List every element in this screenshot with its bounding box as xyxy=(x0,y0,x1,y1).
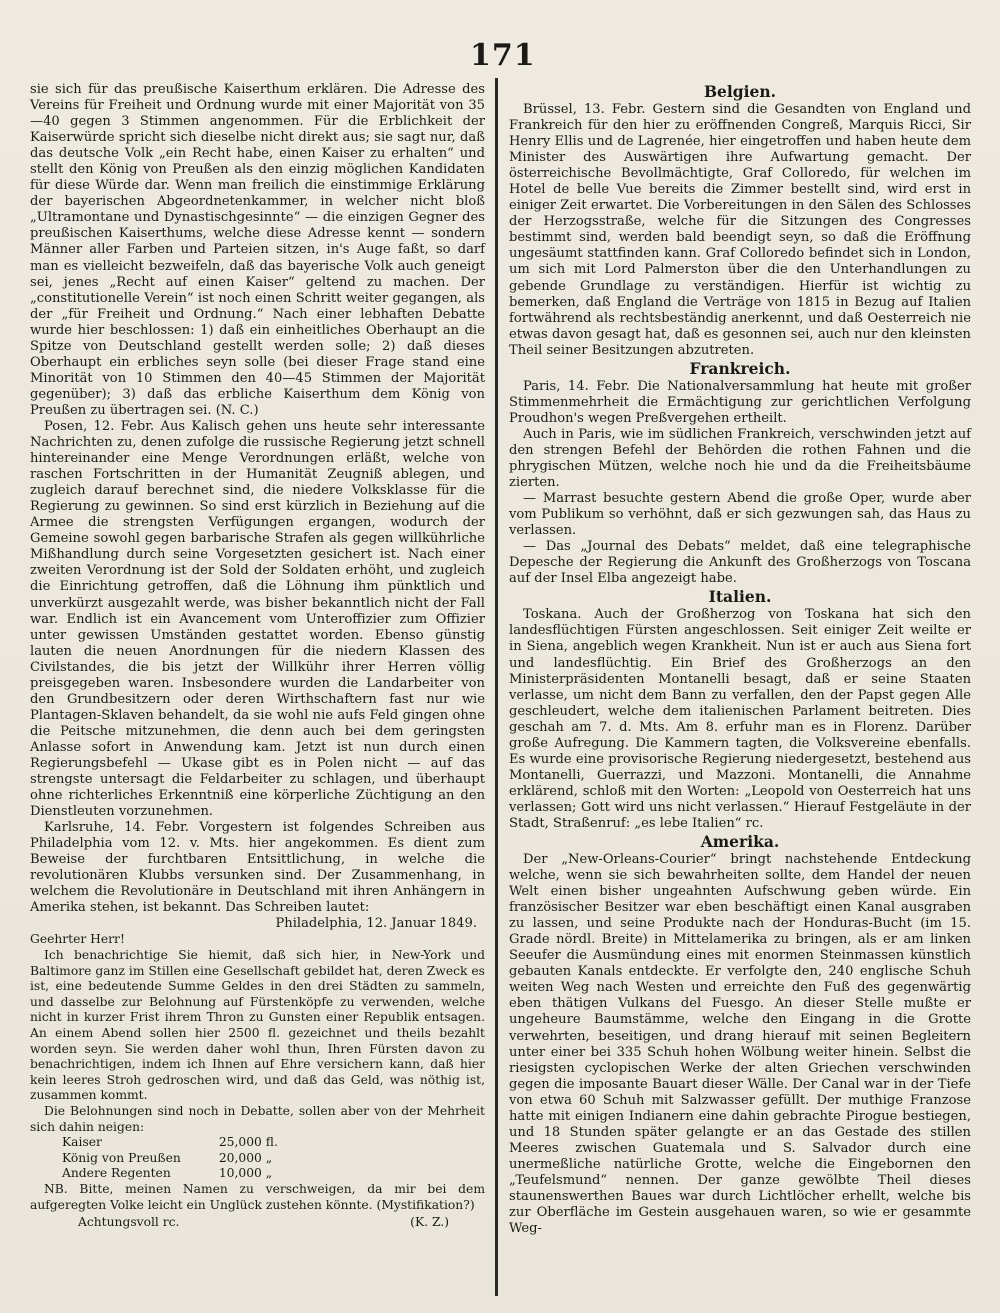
letter-closing: Achtungsvoll rc. xyxy=(78,1215,180,1230)
article-continued-paragraph: sie sich für das preußische Kaiserthum erklären. Die Adresse des Vereins für Freiheit und Ordnung wurde mit einer Majorität von 35—40 gegen 3 Stimmen angenommen. Für die Erblichkeit der Kaiserwürde spricht sich dieselbe nicht direkt aus; sie sagt nur, daß das deutsche Volk „ein Recht habe, einen Kaiser zu erhalten“ und stellt den König von Preußen als den einzig möglichen Kandidaten für diese Würde dar. Wenn man freilich die einstimmige Erklärung der bayerischen Abgeordnetenkammer, in welcher nicht bloß „Ultramontane und Dynastischgesinnte“ — die einzigen Gegner des preußischen Kaiserthums, welche diese Adresse kennt — sondern Männer aller Farben und Parteien sitzen, in's Auge faßt, so darf man es vielleicht bezweifeln, daß das bayerische Volk auch geneigt sei, jenes „Recht auf einen Kaiser“ geltend zu machen. Der „constitutionelle Verein“ ist noch einen Schritt weiter gegangen, als der „für Freiheit und Ordnung.“ Nach einer lebhaften Debatte wurde hier beschlossen: 1) daß ein einheitliches Oberhaupt an die Spitze von Deutschland gestellt werden solle; 2) daß dieses Oberhaupt ein erbliches seyn solle (bei dieser Frage stand eine Minorität von 10 Stimmen den 40—45 Stimmen der Majorität gegenüber); 3) daß das erbliche Kaiserthum dem König von Preußen zu übertragen sei. (N. C.) xyxy=(30,82,485,418)
right-column xyxy=(509,82,971,1237)
letter-postscript: NB. Bitte, meinen Namen zu verschweigen, da mir bei dem aufgeregten Volke leicht ein Unglück zustehen könnte. (Mystifikation?) xyxy=(30,1181,485,1212)
article-toskana: Toskana. Auch der Großherzog von Toskana hat sich den landesflüchtigen Fürsten angeschlossen. Seit einiger Zeit weilte er in Siena, angeblich wegen Krankheit. Nun ist er auch aus Siena fort und landesflüchtig. Ein Brief des Großherzogs an den Ministerpräsidenten Montanelli besagt, daß er seine Staaten verlasse, um nicht dem Bann zu verfallen, den der Papst gegen Alle geschleudert, welche dem italienischen Parlament beitreten. Dies geschah am 7. d. Mts. Am 8. erfuhr man es in Florenz. Darüber große Aufregung. Die Kammern tagten, die Volksvereine ebenfalls. Es wurde eine provisorische Regierung niedergesetzt, bestehend aus Montanelli, Guerrazzi, und Mazzoni. Montanelli, die Annahme erklärend, schloß mit den Worten: „Leopold von Oesterreich hat uns verlassen; Gott wird uns nicht verlassen.“ Hierauf Festgeläute in der Stadt, Straßenruf: „es lebe Italien“ rc. xyxy=(509,607,971,831)
reward-amount: 25,000 fl. xyxy=(218,1135,278,1150)
reward-row xyxy=(62,1151,286,1167)
reward-label: Andere Regenten xyxy=(62,1166,171,1181)
reward-row xyxy=(62,1135,286,1151)
letter-dateline: Philadelphia, 12. Januar 1849. xyxy=(275,916,477,932)
section-heading-belgien: Belgien. xyxy=(703,82,777,101)
letter-closing-row xyxy=(30,1213,485,1231)
article-amerika: Der „New-Orleans-Courier“ bringt nachstehende Entdeckung welche, wenn sie sich bewahrheiten sollte, dem Handel der neuen Welt einen bisher ungeahnten Aufschwung geben würde. Ein französischer Besitzer war eben beschäftigt einen Kanal ausgraben zu lassen, und seine Produkte nach der Honduras-Bucht (im 15. Grade nördl. Breite) in Mittelamerika zu bringen, als er am linken Seeufer die Ausmündung eines mit enormen Steinmassen künstlich gebauten Kanals entdeckte. Er verfolgte den, 240 englische Schuh weiten Weg nach Westen und erreichte den Fuß des gegenwärtig eben thätigen Vulkans del Fuesgo. An dieser Stelle mußte er ungeheure Baumstämme, welche den Eingang in die Grotte verwehrten, beseitigen, und drang hierauf mit seinen Begleitern unter einer bei 335 Schuh hohen Wölbung weiter hinein. Selbst die riesigsten cyclopischen Werke der alten Griechen verschwinden gegen die imposante Bauart dieser Wälle. Der Canal war in der Tiefe von etwa 60 Schuh mit Salzwasser gefüllt. Der muthige Franzose hatte mit einigen Indianern eine dahin gebrachte Pirogue bestiegen, und 18 Stunden später gelangte er an das Gestade des stillen Meeres zwischen Guatemala und S. Salvador durch eine unermeßliche natürliche Grotte, welche die Eingebornen den „Teufelsmund“ nennen. Der ganze gewölbte Theil dieses staunenswerthen Baues war durch Lichtlöcher erhellt, welche bis zur Oberfläche im Gestein ausgehauen waren, so wie er gesammte Weg- xyxy=(509,852,971,1237)
letter-paragraph: Ich benachrichtige Sie hiemit, daß sich hier, in New-York und Baltimore ganz im Stillen eine Gesellschaft gebildet hat, deren Zweck es ist, eine bedeutende Summe Geldes in den drei Städten zu sammeln, und dasselbe zur Belohnung auf Fürstenköpfe zu verwenden, welche nicht in kurzer Frist ihrem Thron zu Gunsten einer Republik entsagen. An einem Abend sollen hier 2500 fl. gezeichnet und theils bezahlt worden seyn. Sie werden daher wohl thun, Ihren Fürsten davon zu benachrichtigen, indem ich Ihnen auf Ehre versichern kann, daß hier kein leeres Stroh gedroschen wird, und daß das Geld, was nöthig ist, zusammen kommt. xyxy=(30,948,485,1103)
source-citation: (K. Z.) xyxy=(410,1215,449,1230)
reward-label: König von Preußen xyxy=(62,1150,181,1165)
letter-paragraph: Die Belohnungen sind noch in Debatte, sollen aber von der Mehrheit sich dahin neigen: xyxy=(30,1104,485,1134)
letter-body xyxy=(30,932,485,1230)
left-column xyxy=(30,82,485,1231)
section-heading-italien: Italien. xyxy=(708,587,772,607)
section-heading-amerika: Amerika. xyxy=(700,832,780,852)
reward-amount: 10,000 „ xyxy=(218,1166,273,1181)
article-paragraph: Auch in Paris, wie im südlichen Frankreich, verschwinden jetzt auf den strengen Befehl der Behörden die rothen Fahnen und die phrygischen Mützen, welche noch hie und da die Freiheitsbäume zierten. xyxy=(509,426,971,491)
reward-amount: 20,000 „ xyxy=(218,1150,273,1165)
article-paragraph: — Das „Journal des Debats“ meldet, daß eine telegraphische Depesche der Regierung die Ankunft des Großherzogs von Toscana auf der Insel Elba angezeigt habe. xyxy=(509,539,971,587)
article-posen: Posen, 12. Febr. Aus Kalisch gehen uns heute sehr interessante Nachrichten zu, denen zufolge die russische Regierung jetzt schnell hintereinander eine Menge Verordnungen erläßt, welche von raschen Fortschritten in der Humanität Zeugniß ablegen, und zugleich darauf berechnet sind, die niedere Volksklasse für die Regierung zu gewinnen. So sind erst kürzlich in Beziehung auf die Armee die strengsten Verfügungen ergangen, wodurch der Gemeine sowohl gegen barbarische Strafen als gegen willkührliche Mißhandlung durch seine Vorgesetzten gesichert ist. Nach einer zweiten Verordnung ist der Sold der Soldaten erhöht, und zugleich die Einrichtung getroffen, daß die Löhnung ihm pünktlich und unverkürzt ausgezahlt werde, was bisher bekanntlich nicht der Fall war. Endlich ist ein Avancement vom Unteroffizier zum Offizier unter gewissen Umständen gestattet worden. Ebenso günstig lauten die neuen Anordnungen für die niedern Klassen des Civilstandes, die bis jetzt der Willkühr ihrer Herren völlig preisgegeben waren. Insbesondere wurden die Landarbeiter von den Grundbesitzern oder deren Wirthschaftern fast nur wie Plantagen-Sklaven behandelt, da sie wohl nie aufs Feld gingen ohne die Peitsche mitzunehmen, die denn auch bei dem geringsten Anlasse sofort in Anwendung kam. Jetzt ist nun durch einen Regierungsbefehl — Ukase gibt es in Polen nicht — auf das strengste untersagt die Feldarbeiter zu schlagen, und überhaupt ohne richterliches Erkenntniß eine körperliche Züchtigung an den Dienstleuten vorzunehmen. xyxy=(30,418,485,820)
section-heading-frankreich: Frankreich. xyxy=(689,358,791,378)
reward-table xyxy=(62,1135,286,1182)
page-number: 171 xyxy=(470,38,536,73)
article-karlsruhe: Karlsruhe, 14. Febr. Vorgestern ist folgendes Schreiben aus Philadelphia vom 12. v. Mts. hier angekommen. Es dient zum Beweise der furchtbaren Entsittlichung, in welche die revolutionären Klubbs versunken sind. Der Zusammenhang, in welchem die Revolutionäre in Deutschland mit ihren Anhängern in Amerika stehen, ist bekannt. Das Schreiben lautet: xyxy=(30,820,485,916)
column-divider xyxy=(495,78,498,1296)
article-paris: Paris, 14. Febr. Die Nationalversammlung hat heute mit großer Stimmenmehrheit die Ermächtigung zur gerichtlichen Verfolgung Proudhon's wegen Preßvergehen ertheilt. xyxy=(509,378,971,426)
letter-salutation: Geehrter Herr! xyxy=(30,932,125,947)
article-bruessel: Brüssel, 13. Febr. Gestern sind die Gesandten von England und Frankreich für den hier zu eröffnenden Congreß, Marquis Ricci, Sir Henry Ellis und de Lagrenée, hier eingetroffen und haben heute dem Minister des Auswärtigen ihre Aufwartung gemacht. Der österreichische Bevollmächtigte, Graf Colloredo, für welchen im Hotel de belle Vue bereits die Zimmer bestellt sind, wird erst in einiger Zeit erwartet. Die Vorbereitungen in den Sälen des Schlosses der Herzogsstraße, welche für die Sitzungen des Congresses bestimmt sind, werden bald beendigt seyn, so daß die Eröffnung ungesäumt stattfinden kann. Graf Colloredo befindet sich in London, um sich mit Lord Palmerston über die den Unterhandlungen zu gebende Grundlage zu verständigen. Hierfür ist wichtig zu bemerken, daß England die Verträge von 1815 in Bezug auf Italien fortwährend als rechtsbeständig anerkennt, und daß Oesterreich nie etwas davon gesagt hat, daß es gesonnen sei, auch nur den kleinsten Theil seiner Besitzungen abzutreten. xyxy=(509,102,971,358)
article-paragraph: — Marrast besuchte gestern Abend die große Oper, wurde aber vom Publikum so verhöhnt, daß er sich gezwungen sah, das Haus zu verlassen. xyxy=(509,491,971,539)
reward-row xyxy=(62,1166,286,1182)
reward-label: Kaiser xyxy=(62,1135,102,1150)
